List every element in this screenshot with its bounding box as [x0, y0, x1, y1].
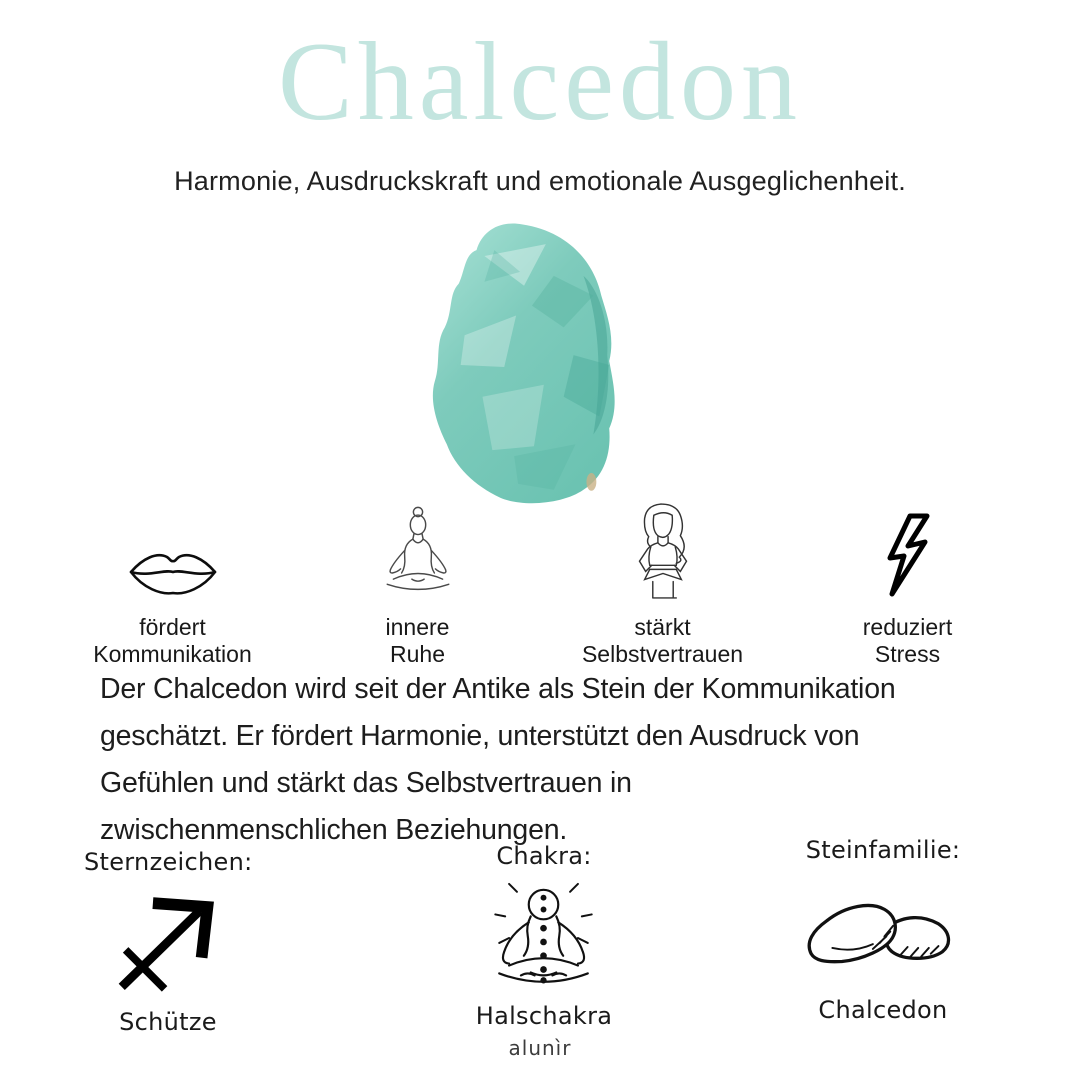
- attribute-chakra: [438, 842, 650, 1030]
- brand-logo: alunìr: [508, 1036, 572, 1060]
- benefits-row: [50, 498, 1030, 668]
- subtitle: Harmonie, Ausdruckskraft und emotionale Ausgeglichenheit.: [174, 166, 906, 196]
- description-line: geschätzt. Er fördert Harmonie, unterstützt den Ausdruck von: [100, 720, 860, 752]
- sagittarius-icon: [84, 882, 252, 1008]
- benefit-stress: [785, 498, 1030, 668]
- benefit-communication: [50, 498, 295, 668]
- chakra-meditation-icon: [438, 876, 650, 1002]
- lips-icon: [127, 498, 219, 600]
- lightning-icon: [879, 498, 937, 600]
- benefit-label: reduziert Stress: [862, 614, 953, 667]
- attribute-heading: Sternzeichen:: [84, 848, 253, 876]
- description-line: Gefühlen und stärkt das Selbstvertrauen in: [100, 767, 632, 799]
- description-paragraph: [100, 666, 896, 854]
- attribute-heading: Steinfamilie:: [805, 836, 961, 864]
- benefit-label: stärkt Selbstvertrauen: [581, 614, 744, 667]
- benefit-label: innere Ruhe: [385, 614, 450, 667]
- meditation-icon: [377, 498, 459, 600]
- benefit-inner-calm: [295, 498, 540, 668]
- benefit-label: fördert Kommunikation: [93, 614, 252, 667]
- stones-icon: [784, 870, 982, 996]
- description-line: Der Chalcedon wird seit der Antike als Stein der Kommunikation: [100, 673, 896, 705]
- chalcedony-crystal-icon: [425, 216, 633, 514]
- benefit-confidence: [540, 498, 785, 668]
- crystal-image: [425, 216, 633, 514]
- attribute-value: Chalcedon: [818, 996, 948, 1024]
- description-line: zwischenmenschlichen Beziehungen.: [100, 814, 568, 846]
- attribute-heading: Chakra:: [496, 842, 592, 870]
- attribute-zodiac: [84, 848, 252, 1036]
- attribute-stone-family: [784, 836, 982, 1024]
- attribute-value: Schütze: [119, 1008, 217, 1036]
- confident-woman-icon: [630, 498, 696, 600]
- attribute-value: Halschakra: [475, 1002, 613, 1030]
- page-title: Chalcedon: [278, 20, 802, 144]
